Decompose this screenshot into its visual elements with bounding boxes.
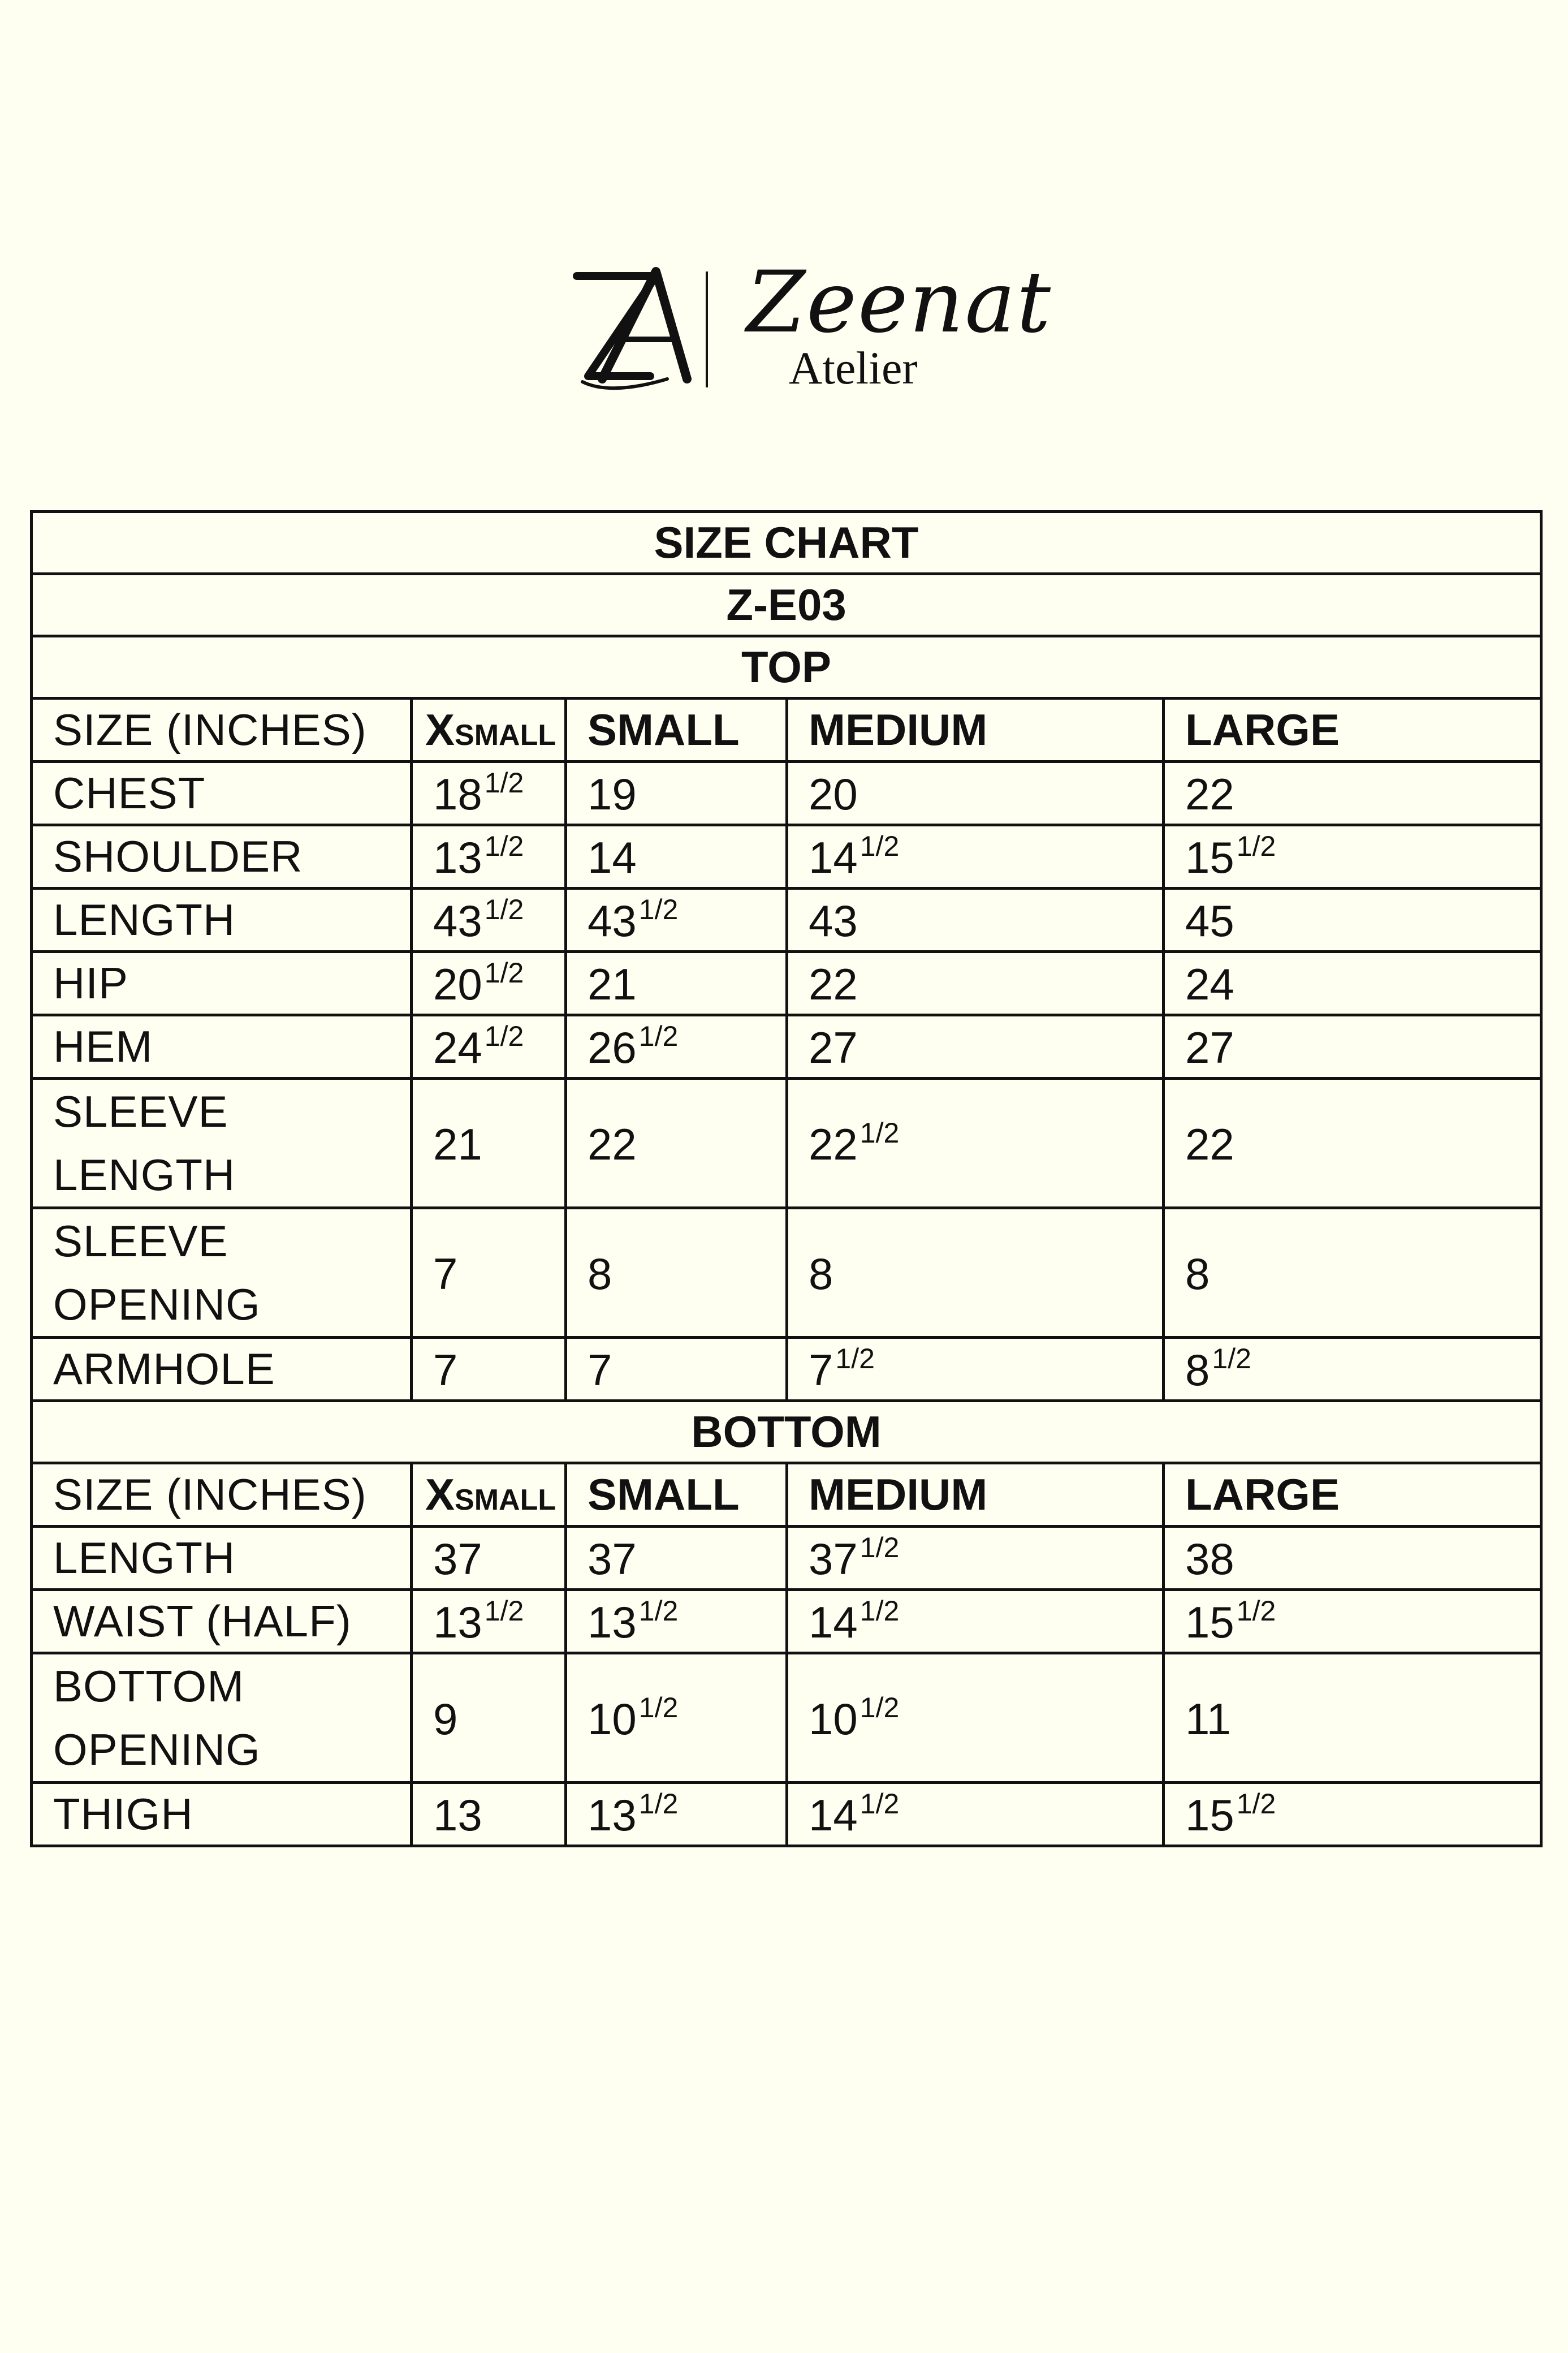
size-value bbox=[412, 825, 566, 889]
size-value bbox=[566, 1653, 787, 1783]
measurement-label-line2: OPENING bbox=[53, 1279, 261, 1329]
size-value bbox=[1164, 1208, 1541, 1338]
size-value-whole: 19 bbox=[588, 769, 637, 820]
header-row-bottom bbox=[32, 1463, 1541, 1527]
size-value bbox=[412, 889, 566, 952]
size-value bbox=[787, 1527, 1164, 1590]
brand-sub: Atelier bbox=[789, 342, 918, 394]
size-value bbox=[1164, 1783, 1541, 1846]
size-chart-table bbox=[30, 510, 1543, 1847]
size-value bbox=[566, 1783, 787, 1846]
size-value bbox=[1164, 1015, 1541, 1079]
size-value-whole: 13 bbox=[433, 833, 482, 883]
measurement-label: THIGH bbox=[32, 1783, 412, 1846]
size-value-fraction: 1/2 bbox=[859, 1691, 900, 1723]
size-value-whole: 8 bbox=[1185, 1345, 1210, 1395]
size-value-fraction: 1/2 bbox=[859, 1595, 900, 1627]
measurement-row bbox=[32, 1783, 1541, 1846]
measurement-label: HIP bbox=[32, 952, 412, 1015]
size-value bbox=[412, 1527, 566, 1590]
size-value-whole: 20 bbox=[809, 769, 858, 820]
size-value-whole: 38 bbox=[1185, 1534, 1234, 1584]
size-value bbox=[1164, 762, 1541, 825]
brand-logo bbox=[571, 253, 1052, 407]
size-value-fraction: 1/2 bbox=[484, 894, 524, 926]
measurement-row bbox=[32, 762, 1541, 825]
measurement-label: CHEST bbox=[32, 762, 412, 825]
size-value bbox=[412, 952, 566, 1015]
measurement-row bbox=[32, 1590, 1541, 1653]
size-value-whole: 18 bbox=[433, 769, 482, 820]
size-value bbox=[1164, 1527, 1541, 1590]
measurement-row bbox=[32, 1527, 1541, 1590]
size-value bbox=[1164, 1079, 1541, 1208]
size-value-whole: 15 bbox=[1185, 1790, 1234, 1841]
size-value-whole: 45 bbox=[1185, 896, 1234, 946]
size-value-whole: 43 bbox=[433, 896, 482, 946]
size-value-whole: 14 bbox=[809, 1597, 858, 1648]
measurement-label: LENGTH bbox=[32, 889, 412, 952]
measurement-row bbox=[32, 1015, 1541, 1079]
size-value-fraction: 1/2 bbox=[859, 1788, 900, 1820]
measurement-row bbox=[32, 1208, 1541, 1338]
size-value bbox=[787, 1208, 1164, 1338]
measurement-label-line2: OPENING bbox=[53, 1725, 261, 1774]
size-value-whole: 21 bbox=[433, 1119, 482, 1169]
size-value-whole: 43 bbox=[588, 896, 637, 946]
section-title-bottom: BOTTOM bbox=[32, 1401, 1541, 1463]
size-value bbox=[412, 1338, 566, 1401]
size-value-whole: 10 bbox=[809, 1693, 858, 1744]
size-value bbox=[412, 1590, 566, 1653]
measurement-label bbox=[32, 1208, 412, 1338]
measurement-label: LENGTH bbox=[32, 1527, 412, 1590]
size-value-whole: 7 bbox=[809, 1345, 833, 1395]
measurement-label-line1: BOTTOM bbox=[53, 1661, 245, 1711]
size-value-fraction: 1/2 bbox=[638, 1691, 679, 1723]
size-value-whole: 27 bbox=[1185, 1023, 1234, 1073]
size-value bbox=[566, 1338, 787, 1401]
size-value bbox=[1164, 825, 1541, 889]
size-value-fraction: 1/2 bbox=[484, 957, 524, 989]
size-value-whole: 15 bbox=[1185, 1597, 1234, 1648]
size-value-whole: 13 bbox=[433, 1597, 482, 1648]
section-row-top bbox=[32, 636, 1541, 699]
za-monogram-icon bbox=[571, 260, 741, 396]
measurement-row bbox=[32, 1079, 1541, 1208]
size-value bbox=[787, 1079, 1164, 1208]
size-value-fraction: 1/2 bbox=[835, 1343, 875, 1375]
size-value bbox=[1164, 952, 1541, 1015]
size-value-whole: 14 bbox=[809, 1790, 858, 1841]
size-value-whole: 22 bbox=[588, 1119, 637, 1169]
size-value-whole: 37 bbox=[588, 1534, 637, 1584]
size-value-fraction: 1/2 bbox=[484, 830, 524, 863]
size-value-fraction: 1/2 bbox=[859, 830, 900, 863]
size-value-whole: 11 bbox=[1185, 1693, 1231, 1744]
size-value bbox=[566, 825, 787, 889]
measurement-label: ARMHOLE bbox=[32, 1338, 412, 1401]
measurement-label: WAIST (HALF) bbox=[32, 1590, 412, 1653]
size-value-whole: 8 bbox=[809, 1248, 833, 1299]
chart-title: SIZE CHART bbox=[32, 512, 1541, 574]
section-row-bottom bbox=[32, 1401, 1541, 1463]
size-value-fraction: 1/2 bbox=[484, 1020, 524, 1053]
measurement-row bbox=[32, 1653, 1541, 1783]
size-value bbox=[787, 1590, 1164, 1653]
size-value-fraction: 1/2 bbox=[638, 894, 679, 926]
header-xsmall: XSMALL bbox=[412, 1463, 566, 1527]
measurement-row bbox=[32, 825, 1541, 889]
size-value-whole: 43 bbox=[809, 896, 858, 946]
size-value-fraction: 1/2 bbox=[1236, 830, 1276, 863]
size-value-whole: 14 bbox=[588, 833, 637, 883]
size-value bbox=[1164, 1338, 1541, 1401]
size-value-fraction: 1/2 bbox=[1236, 1788, 1276, 1820]
measurement-label-line1: SLEEVE bbox=[53, 1087, 228, 1136]
measurement-row bbox=[32, 1338, 1541, 1401]
size-value-whole: 37 bbox=[809, 1534, 858, 1584]
size-value bbox=[412, 1208, 566, 1338]
size-value-fraction: 1/2 bbox=[638, 1020, 679, 1053]
size-value bbox=[566, 1079, 787, 1208]
measurement-label-line1: SLEEVE bbox=[53, 1216, 228, 1266]
size-value-fraction: 1/2 bbox=[484, 1595, 524, 1627]
measurement-label: SHOULDER bbox=[32, 825, 412, 889]
size-value bbox=[412, 1079, 566, 1208]
code-row bbox=[32, 574, 1541, 636]
header-medium: MEDIUM bbox=[787, 1463, 1164, 1527]
header-large: LARGE bbox=[1164, 699, 1541, 762]
header-large: LARGE bbox=[1164, 1463, 1541, 1527]
size-value-whole: 22 bbox=[809, 1119, 858, 1169]
size-value bbox=[412, 1015, 566, 1079]
measurement-label: HEM bbox=[32, 1015, 412, 1079]
measurement-label bbox=[32, 1079, 412, 1208]
size-value bbox=[787, 1015, 1164, 1079]
size-value-fraction: 1/2 bbox=[1236, 1595, 1276, 1627]
measurement-row bbox=[32, 889, 1541, 952]
size-value-whole: 26 bbox=[588, 1023, 637, 1073]
size-value-whole: 7 bbox=[433, 1345, 458, 1395]
size-value-whole: 15 bbox=[1185, 833, 1234, 883]
size-value-whole: 13 bbox=[588, 1790, 637, 1841]
size-value-whole: 24 bbox=[433, 1023, 482, 1073]
size-value-whole: 14 bbox=[809, 833, 858, 883]
size-value bbox=[412, 1783, 566, 1846]
chart-code: Z-E03 bbox=[32, 574, 1541, 636]
size-value-whole: 22 bbox=[1185, 1119, 1234, 1169]
size-value bbox=[787, 825, 1164, 889]
size-value-whole: 9 bbox=[433, 1693, 458, 1744]
size-value bbox=[787, 762, 1164, 825]
size-value bbox=[412, 1653, 566, 1783]
size-value-whole: 13 bbox=[588, 1597, 637, 1648]
size-value-fraction: 1/2 bbox=[859, 1117, 900, 1149]
size-value-whole: 24 bbox=[1185, 959, 1234, 1010]
size-value bbox=[1164, 1653, 1541, 1783]
size-value-whole: 20 bbox=[433, 959, 482, 1010]
size-value bbox=[787, 1653, 1164, 1783]
size-value-fraction: 1/2 bbox=[638, 1788, 679, 1820]
header-medium: MEDIUM bbox=[787, 699, 1164, 762]
brand-name: Zeenat bbox=[746, 253, 1052, 352]
header-small: SMALL bbox=[566, 699, 787, 762]
size-value-whole: 7 bbox=[588, 1345, 612, 1395]
size-value bbox=[566, 952, 787, 1015]
measurement-row bbox=[32, 952, 1541, 1015]
section-title-top: TOP bbox=[32, 636, 1541, 699]
size-value-whole: 13 bbox=[433, 1790, 482, 1841]
size-value bbox=[1164, 889, 1541, 952]
size-value bbox=[412, 762, 566, 825]
header-label: SIZE (INCHES) bbox=[32, 699, 412, 762]
size-value-whole: 27 bbox=[809, 1023, 858, 1073]
header-xsmall: XSMALL bbox=[412, 699, 566, 762]
measurement-label-line2: LENGTH bbox=[53, 1150, 236, 1200]
size-value bbox=[566, 1208, 787, 1338]
size-value bbox=[566, 762, 787, 825]
size-value-fraction: 1/2 bbox=[638, 1595, 679, 1627]
size-value bbox=[566, 1015, 787, 1079]
size-value-fraction: 1/2 bbox=[1212, 1343, 1251, 1375]
size-value-whole: 37 bbox=[433, 1534, 482, 1584]
measurement-label bbox=[32, 1653, 412, 1783]
size-value bbox=[787, 1783, 1164, 1846]
size-value-fraction: 1/2 bbox=[484, 767, 524, 799]
size-value-whole: 10 bbox=[588, 1693, 637, 1744]
title-row bbox=[32, 512, 1541, 574]
size-value bbox=[566, 889, 787, 952]
header-small: SMALL bbox=[566, 1463, 787, 1527]
size-value bbox=[787, 1338, 1164, 1401]
size-value bbox=[566, 1590, 787, 1653]
size-value bbox=[1164, 1590, 1541, 1653]
size-value-whole: 22 bbox=[1185, 769, 1234, 820]
size-value-whole: 8 bbox=[588, 1248, 612, 1299]
size-value bbox=[787, 889, 1164, 952]
size-value bbox=[787, 952, 1164, 1015]
header-row-top bbox=[32, 699, 1541, 762]
size-value-fraction: 1/2 bbox=[859, 1532, 900, 1564]
size-value bbox=[566, 1527, 787, 1590]
size-value-whole: 8 bbox=[1185, 1248, 1210, 1299]
size-value-whole: 7 bbox=[433, 1248, 458, 1299]
size-value-whole: 22 bbox=[809, 959, 858, 1010]
header-label: SIZE (INCHES) bbox=[32, 1463, 412, 1527]
size-value-whole: 21 bbox=[588, 959, 637, 1010]
